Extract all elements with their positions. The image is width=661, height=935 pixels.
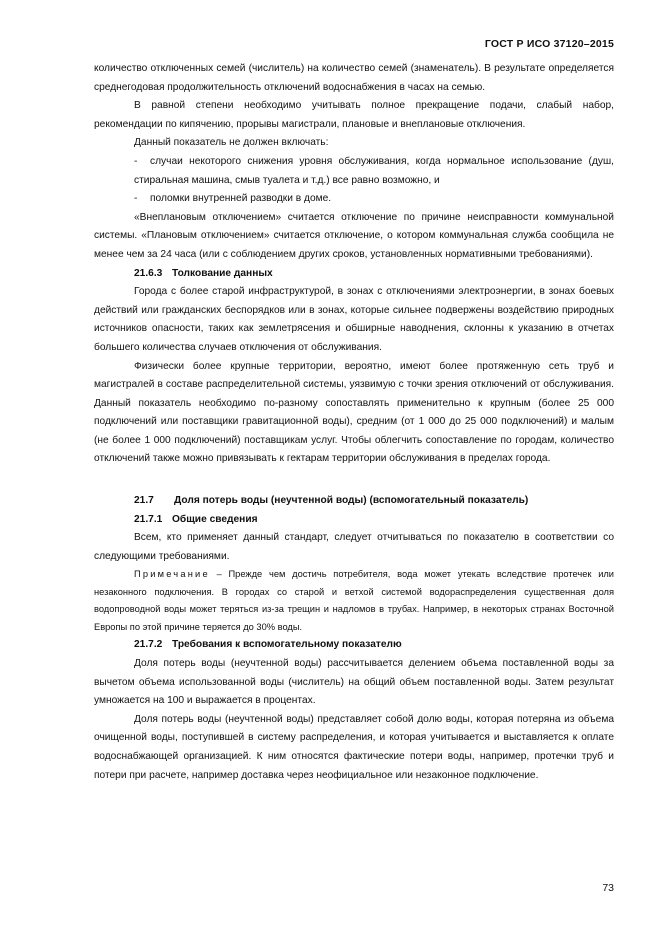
section-number: 21.7 bbox=[134, 495, 154, 507]
section-title: Доля потерь воды (неучтенной воды) (вспомогательный показатель) bbox=[174, 495, 529, 507]
section-number: 21.7.1 bbox=[134, 513, 163, 525]
section-heading bbox=[94, 492, 614, 511]
section-heading bbox=[94, 636, 614, 655]
section-number: 21.6.3 bbox=[134, 267, 163, 279]
paragraph: Данный показатель не должен включать: bbox=[134, 137, 329, 149]
section-title: Требования к вспомогательному показателю bbox=[172, 639, 402, 651]
note-label: Примечание bbox=[134, 569, 210, 580]
paragraph: количество отключенных семей (числитель) на количество семей (знаменатель). В результате определяется среднегодовая продолжительность отключений водоснабжения в часах на семью. bbox=[94, 63, 614, 93]
list-item bbox=[94, 153, 614, 190]
list-dash: - bbox=[134, 193, 138, 205]
list-dash: - bbox=[134, 155, 138, 167]
page-number: 73 bbox=[602, 882, 614, 894]
list-item-text: случаи некоторого снижения уровня обслуживания, когда нормальное использование (душ, стиральная машина, смыв туалета и т.д.) все равно возможно, и bbox=[134, 155, 614, 186]
document-body bbox=[94, 60, 614, 785]
paragraph: В равной степени необходимо учитывать полное прекращение подачи, слабый набор, рекомендации по кипячению, прорывы магистрали, плановые и внеплановые отключения. bbox=[94, 100, 614, 130]
section-title: Толкование данных bbox=[172, 267, 273, 279]
document-header: ГОСТ Р ИСО 37120–2015 bbox=[484, 38, 614, 50]
note-text: – Прежде чем достичь потребителя, вода может утекать вследствие протечек или незаконного подключения. В городах со старой и ветхой системой водораспределения существенная доля водопроводной воды может теряться из-за трещин и надломов в трубах. Например, в некоторых странах Восточной Европы по этой причине теряется до 30% воды. bbox=[94, 569, 614, 632]
section-heading bbox=[94, 265, 614, 284]
paragraph: Доля потерь воды (неучтенной воды) рассчитывается делением объема поставленной воды за вычетом объема использованной воды (числитель) на общий объем поставленной воды. Затем результат умножается на 100 и выражается в процентах. bbox=[94, 658, 614, 707]
list-item bbox=[94, 190, 614, 209]
paragraph: Доля потерь воды (неучтенной воды) представляет собой долю воды, которая потеряна из объема очищенной воды, поступившей в систему распределения, и которая учитывается и выставляется к оплате водоснабжающей организацией. К ним относятся фактические потери воды, например, протечки труб и потери при расчете, например доставка через неофициальное или незаконное подключение. bbox=[94, 713, 614, 781]
list-item-text: поломки внутренней разводки в доме. bbox=[150, 193, 332, 205]
paragraph: Физически более крупные территории, вероятно, имеют более протяженную сеть труб и магистралей в составе распределительной системы, уязвимую с точки зрения отключений от обслуживания. Данный показатель необходимо по-разному сопоставлять применительно к крупным (более 25 000 подключений или поставщики гравитационной воды), средним (от 1 000 до 25 000 подключений) и малым (не более 1 000 подключений) поставщикам услуг. Чтобы облегчить сопоставление по городам, количество отключений также можно привязывать к гектарам территории обслуживания в пределах города. bbox=[94, 360, 614, 465]
note bbox=[94, 566, 614, 636]
paragraph: «Внеплановым отключением» считается отключение по причине неисправности коммунальной системы. «Плановым отключением» считается отключение, о котором коммунальная служба сообщила не менее чем за 24 часа (или с соблюдением других сроков, установленных нормативными требованиями). bbox=[94, 211, 614, 260]
section-heading bbox=[94, 511, 614, 530]
paragraph: Всем, кто применяет данный стандарт, следует отчитываться по показателю в соответствии со следующими требованиями. bbox=[94, 532, 614, 562]
section-title: Общие сведения bbox=[172, 513, 258, 525]
paragraph: Города с более старой инфраструктурой, в зонах с отключениями электроэнергии, в зонах боевых действий или гражданских беспорядков или в зонах, которые сильнее подвержены воздействию природных источников опасности, таких как землетрясения и обширные наводнения, склонны к указанию в отчетах большего количества случаев отключения от обслуживания. bbox=[94, 286, 614, 353]
section-number: 21.7.2 bbox=[134, 639, 163, 651]
